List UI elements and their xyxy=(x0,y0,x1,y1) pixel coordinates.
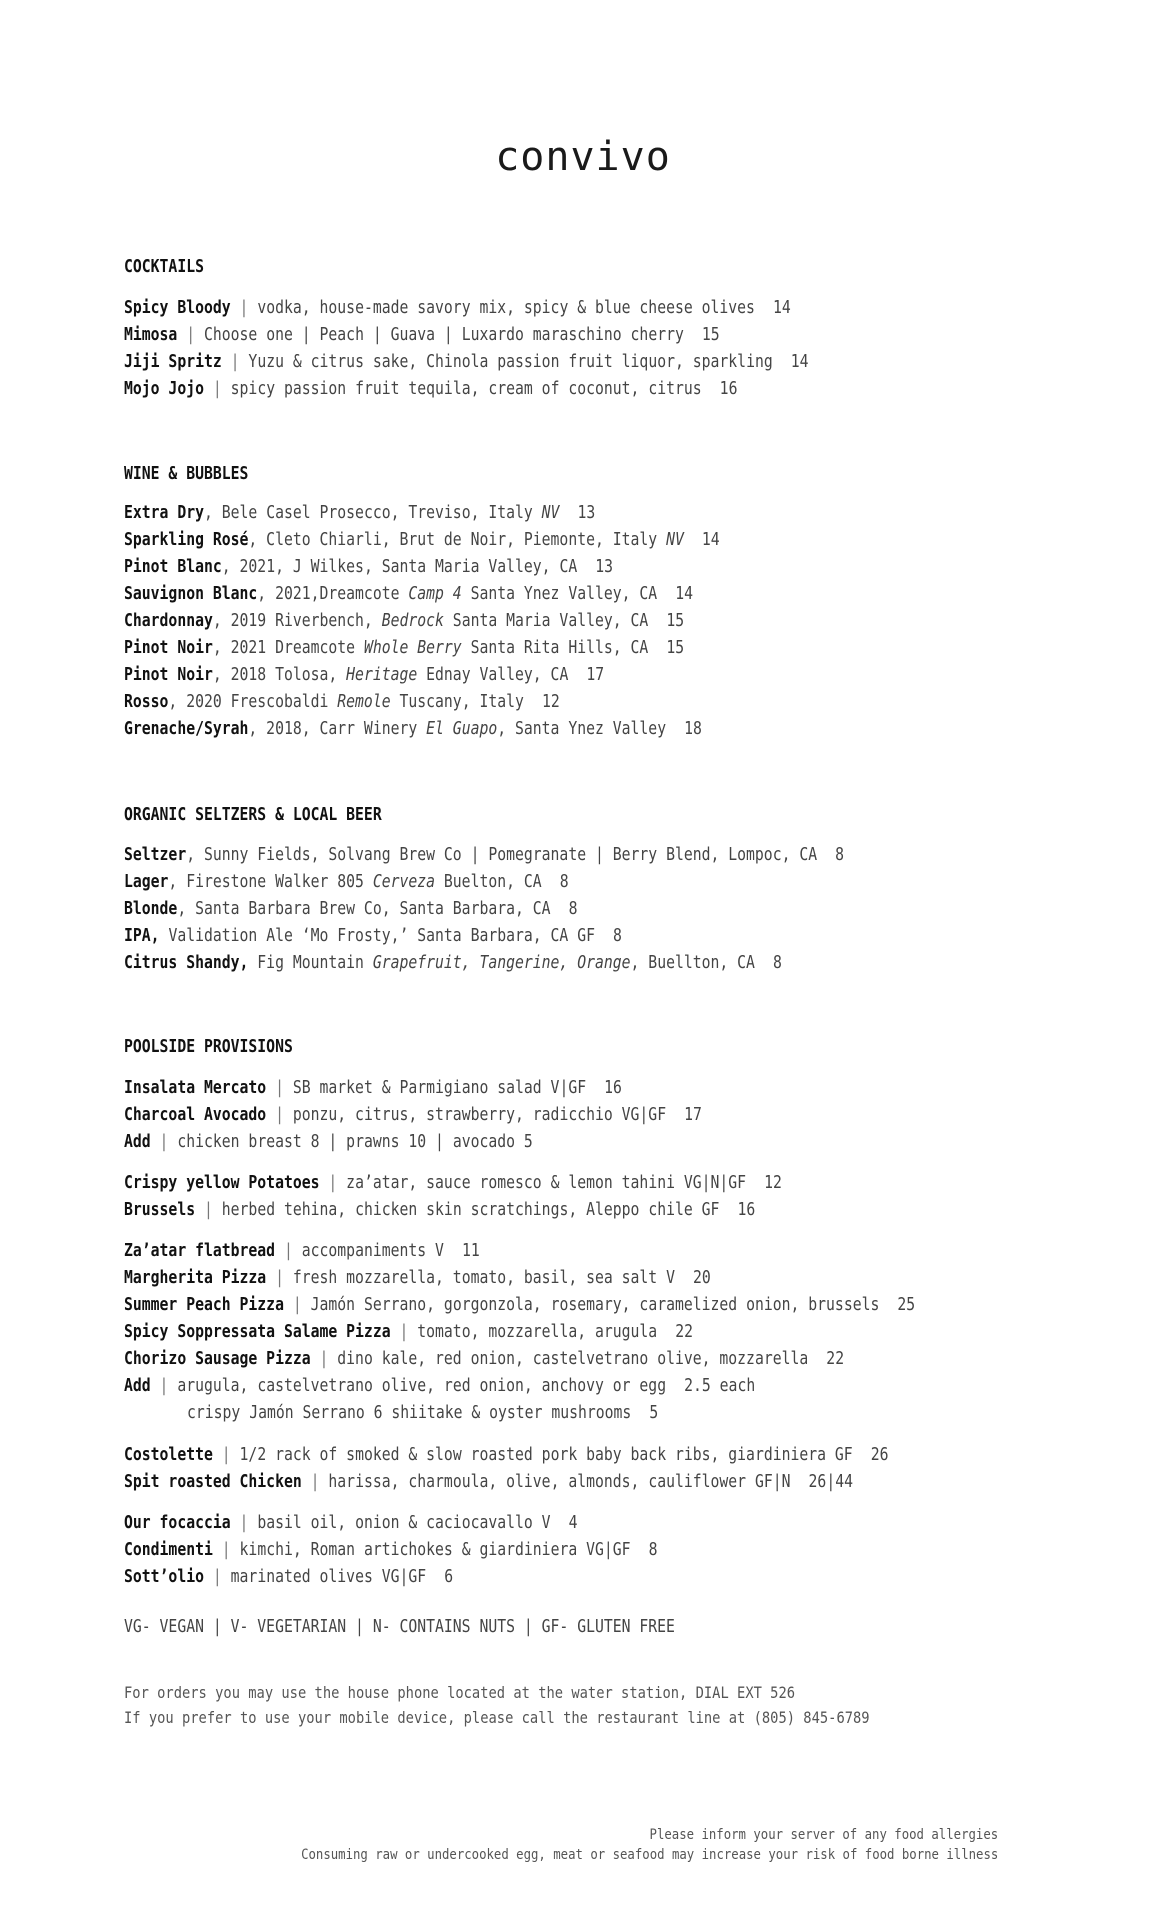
item-price: 17 xyxy=(684,1104,702,1125)
item-desc: Yuzu & citrus sake, Chinola passion fruit liquor, sparkling xyxy=(248,351,773,372)
item-name: Seltzer xyxy=(124,844,187,865)
item-desc: Jamón Serrano, gorgonzola, rosemary, caramelized onion, brussels xyxy=(310,1294,880,1315)
item-price: 22 xyxy=(675,1321,694,1342)
item-name: Add xyxy=(124,1131,151,1152)
item-name: Spicy Bloody xyxy=(124,297,231,318)
item-name: Grenache/Syrah xyxy=(124,718,249,739)
menu-item xyxy=(124,662,604,688)
section-heading-provisions: POOLSIDE PROVISIONS xyxy=(124,1036,293,1057)
item-desc: kimchi, Roman artichokes & giardiniera VG|GF xyxy=(239,1539,631,1560)
item-desc: , 2021, J Wilkes, Santa Maria Valley, CA xyxy=(221,556,578,577)
item-price: 8 xyxy=(772,952,782,973)
item-name: Sparkling Rosé xyxy=(124,529,249,550)
item-name: Brussels xyxy=(124,1199,196,1220)
item-name: Condimenti xyxy=(124,1539,213,1560)
item-price: 15 xyxy=(701,324,720,345)
allergy-notice: Please inform your server of any food allergies xyxy=(649,1827,998,1843)
item-desc: , 2021,Dreamcote xyxy=(257,583,409,604)
item-desc-italic: NV xyxy=(666,529,684,550)
item-name: Extra Dry xyxy=(124,502,204,523)
item-name: Jiji Spritz xyxy=(124,351,222,372)
menu-item: Charcoal Avocado | ponzu, citrus, strawberry, radicchio VG|GF 17 xyxy=(124,1104,702,1125)
item-price: 8 xyxy=(835,844,845,865)
item-desc: , Cleto Chiarli, Brut de Noir, Piemonte, Italy xyxy=(248,529,667,550)
item-name: Citrus Shandy, xyxy=(124,952,249,973)
item-name: Costolette xyxy=(124,1444,213,1465)
item-desc: dino kale, red onion, castelvetrano olive, mozzarella xyxy=(337,1348,809,1369)
item-price: 8 xyxy=(648,1539,658,1560)
item-desc: tomato, mozzarella, arugula xyxy=(417,1321,658,1342)
item-desc: , 2021 Dreamcote xyxy=(212,637,364,658)
item-desc: Choose one | Peach | Guava | Luxardo maraschino cherry xyxy=(204,324,684,345)
menu-item: Brussels | herbed tehina, chicken skin scratchings, Aleppo chile GF 16 xyxy=(124,1199,756,1220)
menu-item: Chorizo Sausage Pizza | dino kale, red onion, castelvetrano olive, mozzarella 22 xyxy=(124,1348,845,1369)
menu-item: Spicy Bloody | vodka, house-made savory mix, spicy & blue cheese olives 14 xyxy=(124,297,791,318)
menu-item: Summer Peach Pizza | Jamón Serrano, gorgonzola, rosemary, caramelized onion, brussels 25 xyxy=(124,1294,916,1315)
menu-item xyxy=(124,581,693,607)
item-desc: , Santa Barbara Brew Co, Santa Barbara, CA xyxy=(177,898,551,919)
menu-item: Crispy yellow Potatoes | za’atar, sauce romesco & lemon tahini VG|N|GF 12 xyxy=(124,1172,782,1193)
item-name: Margherita Pizza xyxy=(124,1267,267,1288)
item-price: 25 xyxy=(897,1294,916,1315)
menu-item: Mojo Jojo | spicy passion fruit tequila, cream of coconut, citrus 16 xyxy=(124,378,738,399)
item-desc: SB market & Parmigiano salad V|GF xyxy=(292,1077,587,1098)
item-name: Pinot Noir xyxy=(124,664,213,685)
item-name: Sauvignon Blanc xyxy=(124,583,258,604)
item-desc: Tuscany, Italy xyxy=(390,691,524,712)
item-desc: arugula, castelvetrano olive, red onion, anchovy or egg xyxy=(177,1375,667,1396)
menu-item: Sott’olio | marinated olives VG|GF 6 xyxy=(124,1566,454,1587)
dietary-legend: VG- VEGAN | V- VEGETARIAN | N- CONTAINS NUTS | GF- GLUTEN FREE xyxy=(124,1616,675,1637)
item-name: Sott’olio xyxy=(124,1566,204,1587)
item-desc: Validation Ale ‘Mo Frosty,’ Santa Barbara, CA GF xyxy=(159,925,595,946)
menu-item xyxy=(124,608,684,634)
item-desc: , Buellton, CA xyxy=(630,952,755,973)
item-price: 14 xyxy=(701,529,720,550)
item-desc-italic: Grapefruit, Tangerine, Orange xyxy=(372,952,631,973)
item-desc: Fig Mountain xyxy=(248,952,373,973)
item-desc: , Sunny Fields, Solvang Brew Co | Pomegranate | Berry Blend, Lompoc, CA xyxy=(186,844,818,865)
item-desc: , Santa Ynez Valley xyxy=(497,718,667,739)
item-desc: , Firestone Walker 805 xyxy=(168,871,373,892)
item-price: 2.5 each xyxy=(684,1375,756,1396)
item-desc-italic: NV xyxy=(541,502,560,523)
item-name: Blonde xyxy=(124,898,178,919)
item-name: Summer Peach Pizza xyxy=(124,1294,284,1315)
item-price: 15 xyxy=(666,610,685,631)
menu-item xyxy=(124,500,595,526)
item-price: 17 xyxy=(586,664,605,685)
item-name: Insalata Mercato xyxy=(124,1077,267,1098)
menu-item: Add | arugula, castelvetrano olive, red onion, anchovy or egg 2.5 each xyxy=(124,1375,756,1396)
menu-item: Our focaccia | basil oil, onion & caciocavallo V 4 xyxy=(124,1512,578,1533)
menu-item xyxy=(124,950,782,976)
item-price: 14 xyxy=(675,583,694,604)
item-name: Za’atar flatbread xyxy=(124,1240,276,1261)
item-desc: Santa Maria Valley, CA xyxy=(443,610,649,631)
item-desc: crispy Jamón Serrano 6 shiitake & oyster mushrooms xyxy=(187,1402,632,1423)
item-name: Pinot Blanc xyxy=(124,556,222,577)
item-desc: harissa, charmoula, olive, almonds, cauliflower GF|N xyxy=(328,1471,791,1492)
item-desc-italic: El Guapo xyxy=(426,718,498,739)
item-desc: Buelton, CA xyxy=(435,871,542,892)
item-desc: , 2019 Riverbench, xyxy=(212,610,382,631)
menu-item xyxy=(124,869,569,895)
item-price: 8 xyxy=(568,898,578,919)
menu-item xyxy=(124,554,613,580)
order-info-line: If you prefer to use your mobile device, please call the restaurant line at (805) 845-6789 xyxy=(124,1708,870,1727)
menu-item xyxy=(124,716,702,742)
item-name: Mojo Jojo xyxy=(124,378,204,399)
section-heading-wine: WINE & BUBBLES xyxy=(124,463,249,484)
item-desc-italic: Remole xyxy=(337,691,391,712)
item-price: 13 xyxy=(595,556,614,577)
item-price: 16 xyxy=(719,378,738,399)
item-name: Chorizo Sausage Pizza xyxy=(124,1348,311,1369)
item-name: Our focaccia xyxy=(124,1512,231,1533)
section-heading-beer: ORGANIC SELTZERS & LOCAL BEER xyxy=(124,804,382,825)
item-price: 16 xyxy=(604,1077,622,1098)
item-desc: Ednay Valley, CA xyxy=(417,664,569,685)
menu-item: Jiji Spritz | Yuzu & citrus sake, Chinola passion fruit liquor, sparkling 14 xyxy=(124,351,809,372)
item-desc-italic: Cerveza xyxy=(372,871,436,892)
item-name: Spit roasted Chicken xyxy=(124,1471,302,1492)
item-name: Chardonnay xyxy=(124,610,213,631)
section-heading-cocktails: COCKTAILS xyxy=(124,256,204,277)
item-price: 14 xyxy=(790,351,809,372)
menu-item: Mimosa | Choose one | Peach | Guava | Luxardo maraschino cherry 15 xyxy=(124,324,720,345)
item-price: 18 xyxy=(684,718,702,739)
item-desc: herbed tehina, chicken skin scratchings, Aleppo chile GF xyxy=(221,1199,720,1220)
item-price: 20 xyxy=(693,1267,711,1288)
menu-item: Add | chicken breast 8 | prawns 10 | avocado 5 xyxy=(124,1131,533,1152)
item-desc: , Bele Casel Prosecco, Treviso, Italy xyxy=(203,502,542,523)
item-desc-italic: Camp 4 xyxy=(408,583,462,604)
item-desc: marinated olives VG|GF xyxy=(230,1566,427,1587)
item-price: 14 xyxy=(772,297,791,318)
order-info-line: For orders you may use the house phone located at the water station, DIAL EXT 526 xyxy=(124,1683,796,1702)
item-price: 15 xyxy=(666,637,685,658)
item-desc-italic: Heritage xyxy=(346,664,418,685)
item-name: Crispy yellow Potatoes xyxy=(124,1172,320,1193)
item-price: 13 xyxy=(577,502,596,523)
item-desc: chicken breast 8 | prawns 10 | avocado 5 xyxy=(177,1131,533,1152)
item-price: 16 xyxy=(737,1199,756,1220)
item-desc: fresh mozzarella, tomato, basil, sea salt V xyxy=(292,1267,675,1288)
item-price: 6 xyxy=(444,1566,454,1587)
menu-item xyxy=(124,896,577,922)
item-name: Mimosa xyxy=(124,324,178,345)
item-desc: Santa Rita Hills, CA xyxy=(461,637,649,658)
item-desc: accompaniments V xyxy=(301,1240,444,1261)
item-desc: 1/2 rack of smoked & slow roasted pork baby back ribs, giardiniera GF xyxy=(239,1444,853,1465)
item-desc-italic: Whole Berry xyxy=(363,637,462,658)
menu-item: Spit roasted Chicken | harissa, charmoula, olive, almonds, cauliflower GF|N 26|44 xyxy=(124,1471,853,1492)
menu-item xyxy=(124,635,684,661)
item-desc: ponzu, citrus, strawberry, radicchio VG|GF xyxy=(292,1104,667,1125)
menu-item xyxy=(187,1400,658,1426)
item-price: 12 xyxy=(541,691,560,712)
item-price: 11 xyxy=(461,1240,480,1261)
restaurant-name: convivo xyxy=(495,134,671,180)
item-desc: spicy passion fruit tequila, cream of coconut, citrus xyxy=(230,378,702,399)
item-desc: , 2018, Carr Winery xyxy=(248,718,427,739)
item-desc: Santa Ynez Valley, CA xyxy=(461,583,658,604)
menu-item: Za’atar flatbread | accompaniments V 11 xyxy=(124,1240,480,1261)
menu-item: Margherita Pizza | fresh mozzarella, tomato, basil, sea salt V 20 xyxy=(124,1267,711,1288)
item-price: 5 xyxy=(649,1402,659,1423)
item-price: 8 xyxy=(559,871,569,892)
item-desc: za’atar, sauce romesco & lemon tahini VG|N|GF xyxy=(346,1172,747,1193)
item-price: 22 xyxy=(826,1348,845,1369)
item-name: IPA, xyxy=(124,925,160,946)
menu-item: Spicy Soppressata Salame Pizza | tomato, mozzarella, arugula 22 xyxy=(124,1321,694,1342)
menu-item: Insalata Mercato | SB market & Parmigiano salad V|GF 16 xyxy=(124,1077,622,1098)
item-price: 26 xyxy=(870,1444,889,1465)
item-name: Pinot Noir xyxy=(124,637,213,658)
menu-item xyxy=(124,842,844,868)
item-desc: , 2018 Tolosa, xyxy=(212,664,347,685)
menu-item: Condimenti | kimchi, Roman artichokes & giardiniera VG|GF 8 xyxy=(124,1539,658,1560)
item-name: Spicy Soppressata Salame Pizza xyxy=(124,1321,391,1342)
item-name: Add xyxy=(124,1375,151,1396)
food-safety-notice: Consuming raw or undercooked egg, meat or seafood may increase your risk of food borne illness xyxy=(300,1847,998,1863)
item-name: Rosso xyxy=(124,691,169,712)
item-price: 26|44 xyxy=(808,1471,853,1492)
item-price: 12 xyxy=(764,1172,782,1193)
item-price: 8 xyxy=(613,925,622,946)
item-name: Charcoal Avocado xyxy=(124,1104,267,1125)
item-desc: vodka, house-made savory mix, spicy & blue cheese olives xyxy=(257,297,755,318)
item-name: Lager xyxy=(124,871,169,892)
item-desc-italic: Bedrock xyxy=(381,610,444,631)
item-price: 4 xyxy=(568,1512,578,1533)
menu-item: Costolette | 1/2 rack of smoked & slow roasted pork baby back ribs, giardiniera GF 26 xyxy=(124,1444,889,1465)
menu-item xyxy=(124,527,720,553)
item-desc: , 2020 Frescobaldi xyxy=(168,691,338,712)
menu-item xyxy=(124,689,560,715)
menu-item xyxy=(124,923,622,949)
item-desc: basil oil, onion & caciocavallo V xyxy=(257,1512,551,1533)
